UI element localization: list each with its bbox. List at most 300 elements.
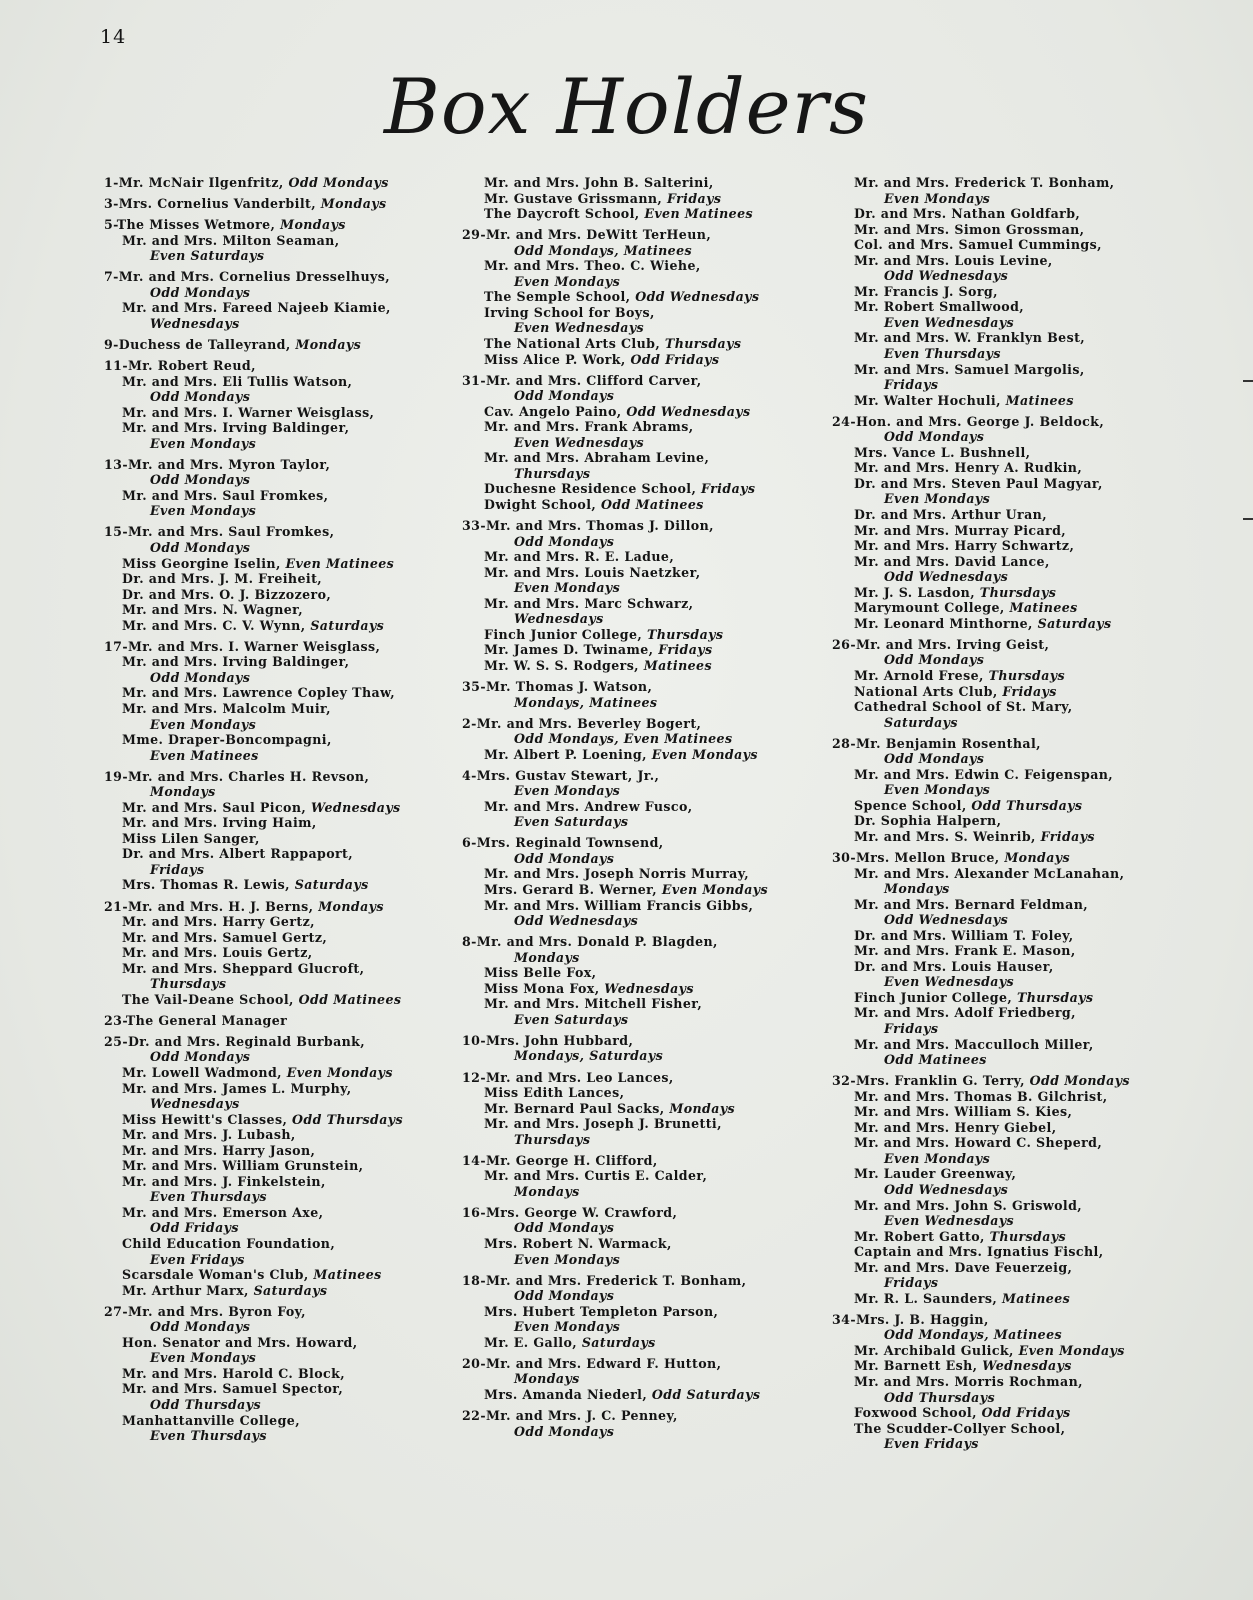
schedule: Mondays bbox=[150, 784, 216, 800]
schedule: Odd Mondays bbox=[514, 850, 615, 866]
schedule: Even Saturdays bbox=[150, 248, 265, 264]
schedule: Even Saturdays bbox=[514, 814, 629, 830]
box-entry bbox=[832, 850, 1162, 1068]
holder-name: Mr. Lauder Greenway, bbox=[854, 1166, 1017, 1182]
holder-name: Mr. and Mrs. Howard C. Sheperd, bbox=[854, 1135, 1103, 1151]
entry-line bbox=[832, 974, 1162, 990]
schedule: Odd Fridays bbox=[150, 1220, 239, 1236]
holder-name: Mr. and Mrs. Edwin C. Feigenspan, bbox=[854, 766, 1114, 782]
schedule: Thursdays bbox=[150, 976, 227, 992]
holder-name: 9-Duchess de Talleyrand, bbox=[104, 336, 296, 352]
holder-name: Mr. and Mrs. Irving Baldinger, bbox=[122, 420, 350, 436]
entry-line bbox=[462, 274, 802, 290]
schedule: Thursdays bbox=[1016, 989, 1094, 1005]
entry-line bbox=[462, 466, 802, 482]
entry-line bbox=[832, 191, 1162, 207]
holder-name: 17-Mr. and Mrs. I. Warner Weisglass, bbox=[104, 638, 381, 654]
holder-name: Mr. Leonard Minthorne, bbox=[854, 615, 1038, 631]
entry-line bbox=[462, 851, 802, 867]
holder-name: Miss Belle Fox, bbox=[484, 965, 597, 981]
holder-name: Mr. and Mrs. Saul Fromkes, bbox=[122, 487, 329, 503]
schedule: Odd Mondays bbox=[514, 533, 615, 549]
holder-name: Mr. and Mrs. Harold C. Block, bbox=[122, 1365, 345, 1381]
holder-name: Mr. and Mrs. James L. Murphy, bbox=[122, 1080, 352, 1096]
box-entry bbox=[104, 524, 424, 633]
holder-name: Spence School, bbox=[854, 797, 972, 813]
entry-line bbox=[832, 1182, 1162, 1198]
holder-name: Mr. and Mrs. Saul Picon, bbox=[122, 799, 311, 815]
entry-line bbox=[104, 1304, 424, 1320]
holder-name: Mr. and Mrs. Murray Picard, bbox=[854, 522, 1067, 538]
box-entry bbox=[104, 1304, 424, 1444]
entry-line bbox=[462, 596, 802, 612]
entry-line bbox=[832, 1135, 1162, 1151]
holder-name: Mr. Arthur Marx, bbox=[122, 1282, 254, 1298]
holder-name: Mr. and Mrs. J. Finkelstein, bbox=[122, 1173, 326, 1189]
holder-name: Miss Hewitt's Classes, bbox=[122, 1111, 293, 1127]
schedule: Saturdays bbox=[310, 617, 385, 633]
holder-name: 14-Mr. George H. Clifford, bbox=[462, 1152, 658, 1168]
entry-line bbox=[832, 1021, 1162, 1037]
entry-line bbox=[104, 1283, 424, 1299]
holder-name: Mr. and Mrs. Bernard Feldman, bbox=[854, 896, 1089, 912]
holder-name: Mr. and Mrs. Louis Levine, bbox=[854, 252, 1053, 268]
holder-name: Miss Mona Fox, bbox=[484, 980, 605, 996]
entry-line bbox=[832, 990, 1162, 1006]
entry-line bbox=[462, 336, 802, 352]
schedule: Thursdays bbox=[646, 626, 724, 642]
schedule: Mondays bbox=[514, 949, 580, 965]
holder-name: Mrs. Gerard B. Werner, bbox=[484, 882, 662, 898]
schedule: Odd Wednesdays bbox=[635, 289, 760, 305]
entry-line bbox=[104, 358, 424, 374]
entry-line bbox=[832, 1291, 1162, 1307]
holder-name: Mrs. Robert N. Warmack, bbox=[484, 1236, 672, 1251]
entry-line bbox=[832, 585, 1162, 601]
entry-line bbox=[104, 1220, 424, 1236]
schedule: Odd Matinees bbox=[884, 1052, 987, 1068]
holder-name: Mr. and Mrs. Milton Seaman, bbox=[122, 232, 340, 248]
holder-name: 32-Mrs. Franklin G. Terry, bbox=[832, 1073, 1030, 1089]
schedule: Matinees bbox=[313, 1267, 382, 1283]
entry-line bbox=[832, 829, 1162, 845]
column-2 bbox=[462, 175, 802, 1445]
schedule: Mondays bbox=[280, 217, 346, 233]
holder-name: Dr. and Mrs. Steven Paul Magyar, bbox=[854, 475, 1103, 491]
entry-line bbox=[104, 654, 424, 670]
box-entry bbox=[462, 1153, 802, 1200]
entry-line bbox=[462, 481, 802, 497]
entry-line bbox=[832, 782, 1162, 798]
entry-line bbox=[104, 1189, 424, 1205]
holder-name: Mr. and Mrs. Irving Haim, bbox=[122, 815, 317, 831]
page-title: Box Holders bbox=[384, 62, 869, 151]
entry-line bbox=[832, 912, 1162, 928]
holder-name: Dr. and Mrs. Arthur Uran, bbox=[854, 506, 1047, 522]
entry-line bbox=[832, 1343, 1162, 1359]
entry-line bbox=[462, 1220, 802, 1236]
entry-line bbox=[104, 389, 424, 405]
box-entry bbox=[462, 1033, 802, 1064]
entry-line bbox=[104, 503, 424, 519]
holder-name: The Semple School, bbox=[484, 289, 636, 305]
entry-line bbox=[462, 679, 802, 695]
entry-line bbox=[462, 783, 802, 799]
schedule: Odd Wednesdays bbox=[884, 268, 1009, 284]
entry-line bbox=[832, 330, 1162, 346]
entry-line bbox=[832, 1312, 1162, 1328]
entry-line bbox=[832, 652, 1162, 668]
schedule: Even Mondays bbox=[514, 783, 621, 799]
entry-line bbox=[832, 767, 1162, 783]
schedule: Mondays bbox=[514, 1371, 580, 1387]
entry-line bbox=[462, 1236, 802, 1252]
entry-line bbox=[832, 928, 1162, 944]
entry-line bbox=[832, 284, 1162, 300]
schedule: Odd Mondays bbox=[514, 388, 615, 404]
schedule: Even Mondays bbox=[514, 1251, 621, 1267]
entry-line bbox=[462, 658, 802, 674]
holder-name: Finch Junior College, bbox=[854, 989, 1017, 1005]
holder-name: Mr. and Mrs. David Lance, bbox=[854, 553, 1050, 569]
box-entry bbox=[104, 196, 424, 212]
holder-name: Mr. and Mrs. Eli Tullis Watson, bbox=[122, 373, 353, 389]
holder-name: 2-Mr. and Mrs. Beverley Bogert, bbox=[462, 715, 702, 731]
schedule: Thursdays bbox=[989, 1228, 1067, 1244]
box-entry bbox=[104, 269, 424, 331]
holder-name: 21-Mr. and Mrs. H. J. Berns, bbox=[104, 898, 319, 914]
entry-line bbox=[462, 835, 802, 851]
holder-name: Mr. and Mrs. Morris Rochman, bbox=[854, 1374, 1083, 1390]
schedule: Even Mondays bbox=[150, 503, 257, 519]
holder-name: 12-Mr. and Mrs. Leo Lances, bbox=[462, 1069, 674, 1085]
schedule: Odd Thursdays bbox=[884, 1389, 995, 1405]
holder-name: Duchesne Residence School, bbox=[484, 481, 702, 497]
holder-name: Mr. and Mrs. Macculloch Miller, bbox=[854, 1036, 1094, 1052]
holder-name: Dr. Sophia Halpern, bbox=[854, 813, 1002, 829]
entry-line bbox=[104, 800, 424, 816]
entry-line bbox=[104, 556, 424, 572]
holder-name: Mr. and Mrs. Samuel Margolis, bbox=[854, 361, 1085, 377]
entry-line bbox=[104, 420, 424, 436]
holder-name: 8-Mr. and Mrs. Donald P. Blagden, bbox=[462, 934, 718, 950]
entry-line bbox=[832, 1436, 1162, 1452]
schedule: Fridays bbox=[884, 1020, 939, 1036]
schedule: Saturdays bbox=[1037, 615, 1112, 631]
entry-line bbox=[462, 175, 802, 191]
holder-name: 6-Mrs. Reginald Townsend, bbox=[462, 835, 664, 851]
schedule: Odd Mondays bbox=[884, 429, 985, 445]
entry-line bbox=[104, 217, 424, 233]
holder-name: Mr. and Mrs. Harry Gertz, bbox=[122, 914, 315, 930]
holder-name: Mr. and Mrs. I. Warner Weisglass, bbox=[122, 404, 375, 420]
entry-line bbox=[104, 732, 424, 748]
holder-name: Mr. and Mrs. Malcolm Muir, bbox=[122, 700, 331, 716]
holder-name: Mr. James D. Twiname, bbox=[484, 642, 659, 658]
schedule: Even Fridays bbox=[150, 1251, 245, 1267]
schedule: Thursdays bbox=[988, 667, 1065, 683]
entry-line bbox=[462, 716, 802, 732]
schedule: Thursdays bbox=[514, 465, 591, 481]
schedule: Even Mondays bbox=[884, 782, 991, 798]
entry-line bbox=[104, 587, 424, 603]
holder-name: Mr. Archibald Gulick, bbox=[854, 1342, 1019, 1358]
holder-name: Mr. and Mrs. William Grunstein, bbox=[122, 1158, 364, 1174]
entry-line bbox=[462, 580, 802, 596]
entry-line bbox=[104, 540, 424, 556]
entry-line bbox=[462, 565, 802, 581]
holder-name: Mr. and Mrs. Joseph J. Brunetti, bbox=[484, 1116, 722, 1132]
schedule: Mondays bbox=[318, 898, 384, 914]
box-entry bbox=[462, 373, 802, 513]
holder-name: Mr. and Mrs. William Francis Gibbs, bbox=[484, 897, 754, 913]
schedule: Mondays bbox=[884, 881, 950, 897]
schedule: Fridays bbox=[667, 190, 722, 206]
holder-name: Mr. and Mrs. Dave Feuerzeig, bbox=[854, 1259, 1073, 1275]
holder-name: Mr. and Mrs. J. Lubash, bbox=[122, 1127, 296, 1143]
entry-line bbox=[462, 258, 802, 274]
entry-line bbox=[832, 897, 1162, 913]
entry-line bbox=[104, 472, 424, 488]
entry-line bbox=[462, 1116, 802, 1132]
holder-name: 18-Mr. and Mrs. Frederick T. Bonham, bbox=[462, 1272, 747, 1288]
entry-line bbox=[462, 814, 802, 830]
holder-name: Dr. and Mrs. Nathan Goldfarb, bbox=[854, 206, 1081, 222]
entry-line bbox=[832, 699, 1162, 715]
holder-name: The Vail-Deane School, bbox=[122, 991, 299, 1007]
box-entry bbox=[104, 358, 424, 451]
entry-line bbox=[832, 1120, 1162, 1136]
schedule: Odd Mondays bbox=[288, 175, 389, 190]
holder-name: 3-Mrs. Cornelius Vanderbilt, bbox=[104, 196, 321, 212]
box-entry bbox=[462, 518, 802, 673]
holder-name: Mr. and Mrs. W. Franklyn Best, bbox=[854, 330, 1086, 346]
entry-line bbox=[104, 1143, 424, 1159]
entry-line bbox=[832, 1005, 1162, 1021]
entry-line bbox=[104, 1381, 424, 1397]
holder-name: Mr. R. L. Saunders, bbox=[854, 1290, 1002, 1306]
holder-name: Mr. and Mrs. Harry Schwartz, bbox=[854, 538, 1075, 554]
entry-line bbox=[104, 300, 424, 316]
schedule: Mondays bbox=[295, 336, 362, 352]
schedule: Thursdays bbox=[664, 335, 742, 351]
holder-name: Mrs. Amanda Niederl, bbox=[484, 1386, 652, 1402]
entry-line bbox=[462, 965, 802, 981]
schedule: Mondays bbox=[1004, 849, 1071, 865]
schedule: Even Mondays bbox=[884, 491, 991, 507]
entry-line bbox=[104, 748, 424, 764]
holder-name: Mr. and Mrs. N. Wagner, bbox=[122, 602, 304, 618]
schedule: Odd Mondays, Even Matinees bbox=[514, 731, 733, 747]
entry-line bbox=[832, 813, 1162, 829]
entry-line bbox=[104, 769, 424, 785]
entry-line bbox=[462, 898, 802, 914]
entry-line bbox=[104, 602, 424, 618]
box-entry bbox=[462, 716, 802, 763]
holder-name: 5-The Misses Wetmore, bbox=[104, 217, 281, 233]
holder-name: Mrs. Hubert Templeton Parson, bbox=[484, 1303, 719, 1319]
entry-line bbox=[832, 175, 1162, 191]
entry-line bbox=[104, 1065, 424, 1081]
schedule: Mondays bbox=[669, 1100, 736, 1116]
entry-line bbox=[104, 930, 424, 946]
box-entry bbox=[462, 1408, 802, 1439]
entry-line bbox=[462, 289, 802, 305]
entry-line bbox=[832, 1052, 1162, 1068]
entry-line bbox=[462, 747, 802, 763]
schedule: Odd Mondays bbox=[150, 1049, 251, 1065]
schedule: Even Mondays bbox=[150, 716, 257, 732]
holder-name: 35-Mr. Thomas J. Watson, bbox=[462, 678, 653, 694]
holder-name: Dr. and Mrs. J. M. Freiheit, bbox=[122, 571, 323, 587]
entry-line bbox=[832, 237, 1162, 253]
entry-line bbox=[104, 1366, 424, 1382]
entry-line bbox=[104, 1158, 424, 1174]
holder-name: Mr. and Mrs. Samuel Gertz, bbox=[122, 929, 328, 945]
schedule: Odd Saturdays bbox=[651, 1386, 761, 1402]
entry-line bbox=[462, 1387, 802, 1403]
entry-line bbox=[832, 523, 1162, 539]
schedule: Odd Mondays, Matinees bbox=[514, 242, 692, 258]
holder-name: Mr. and Mrs. Marc Schwarz, bbox=[484, 595, 694, 611]
holder-name: National Arts Club, bbox=[854, 683, 1003, 699]
holder-name: 26-Mr. and Mrs. Irving Geist, bbox=[832, 636, 1050, 652]
entry-line bbox=[832, 1244, 1162, 1260]
entry-line bbox=[104, 175, 424, 191]
holder-name: Mr. and Mrs. Andrew Fusco, bbox=[484, 798, 693, 814]
entry-line bbox=[832, 1229, 1162, 1245]
schedule: Odd Wednesdays bbox=[884, 1181, 1009, 1197]
schedule: Wednesdays bbox=[150, 315, 240, 331]
box-entry bbox=[104, 899, 424, 1008]
holder-name: Dr. and Mrs. Albert Rappaport, bbox=[122, 846, 354, 862]
holder-name: Mr. Robert Smallwood, bbox=[854, 299, 1025, 315]
box-entry bbox=[832, 1312, 1162, 1452]
schedule: Odd Thursdays bbox=[292, 1111, 403, 1127]
holder-name: 10-Mrs. John Hubbard, bbox=[462, 1032, 634, 1048]
schedule: Odd Wednesdays bbox=[884, 912, 1009, 928]
holder-name: Mr. and Mrs. Henry Giebel, bbox=[854, 1119, 1057, 1135]
holder-name: 30-Mrs. Mellon Bruce, bbox=[832, 849, 1005, 865]
entry-line bbox=[462, 549, 802, 565]
entry-line bbox=[104, 784, 424, 800]
entry-line bbox=[104, 717, 424, 733]
holder-name: The Scudder-Collyer School, bbox=[854, 1420, 1066, 1436]
entry-line bbox=[462, 1012, 802, 1028]
entry-line bbox=[462, 497, 802, 513]
entry-line bbox=[462, 404, 802, 420]
schedule: Even Mondays bbox=[514, 580, 621, 596]
entry-line bbox=[832, 1104, 1162, 1120]
entry-line bbox=[832, 600, 1162, 616]
schedule: Even Mondays bbox=[884, 1150, 991, 1166]
entry-line bbox=[462, 627, 802, 643]
schedule: Even Wednesdays bbox=[884, 314, 1015, 330]
entry-line bbox=[832, 637, 1162, 653]
schedule: Odd Mondays bbox=[514, 1220, 615, 1236]
entry-line bbox=[832, 377, 1162, 393]
holder-name: Mr. and Mrs. Abraham Levine, bbox=[484, 450, 710, 466]
holder-name: Mr. Albert P. Loening, bbox=[484, 746, 652, 762]
entry-line bbox=[104, 1413, 424, 1429]
column-3 bbox=[832, 175, 1162, 1457]
box-entry bbox=[832, 414, 1162, 632]
entry-line bbox=[104, 248, 424, 264]
entry-line bbox=[462, 731, 802, 747]
entry-line bbox=[832, 1166, 1162, 1182]
entry-line bbox=[832, 346, 1162, 362]
schedule: Odd Mondays bbox=[150, 389, 251, 405]
box-entry bbox=[832, 637, 1162, 730]
entry-line bbox=[462, 1252, 802, 1268]
box-entry bbox=[104, 217, 424, 264]
holder-name: Mr. Walter Hochuli, bbox=[854, 392, 1006, 408]
schedule: Matinees bbox=[1005, 392, 1074, 408]
entry-line bbox=[832, 429, 1162, 445]
box-entry bbox=[832, 736, 1162, 845]
schedule: Odd Matinees bbox=[298, 991, 402, 1007]
entry-line bbox=[104, 914, 424, 930]
edge-mark bbox=[1243, 518, 1253, 520]
entry-line bbox=[462, 243, 802, 259]
entry-line bbox=[104, 571, 424, 587]
schedule: Even Wednesdays bbox=[514, 434, 645, 450]
entry-line bbox=[104, 233, 424, 249]
entry-line bbox=[104, 524, 424, 540]
entry-line bbox=[104, 1112, 424, 1128]
entry-line bbox=[832, 1073, 1162, 1089]
entry-line bbox=[462, 1184, 802, 1200]
entry-line bbox=[104, 285, 424, 301]
holder-name: Cav. Angelo Paino, bbox=[484, 403, 627, 419]
entry-line bbox=[462, 1132, 802, 1148]
entry-line bbox=[104, 815, 424, 831]
entry-line bbox=[832, 1151, 1162, 1167]
holder-name: Mr. and Mrs. Louis Gertz, bbox=[122, 945, 313, 961]
entry-line bbox=[104, 196, 424, 212]
holder-name: Mrs. Thomas R. Lewis, bbox=[122, 877, 295, 893]
entry-line bbox=[104, 457, 424, 473]
holder-name: Dr. and Mrs. O. J. Bizzozero, bbox=[122, 586, 332, 602]
schedule: Fridays bbox=[1040, 828, 1095, 844]
box-entry bbox=[104, 457, 424, 519]
holder-name: Mr. Barnett Esh, bbox=[854, 1358, 983, 1374]
entry-line bbox=[104, 1081, 424, 1097]
schedule: Odd Thursdays bbox=[971, 797, 1083, 813]
holder-name: Miss Lilen Sanger, bbox=[122, 830, 260, 846]
entry-line bbox=[104, 1205, 424, 1221]
schedule: Wednesdays bbox=[310, 799, 401, 815]
entry-line bbox=[832, 538, 1162, 554]
entry-line bbox=[832, 362, 1162, 378]
schedule: Wednesdays bbox=[514, 611, 604, 627]
holder-name: Mr. and Mrs. John B. Salterini, bbox=[484, 175, 714, 190]
holder-name: Mr. and Mrs. Frank E. Mason, bbox=[854, 943, 1076, 959]
holder-name: Mr. and Mrs. Simon Grossman, bbox=[854, 221, 1085, 237]
box-entry bbox=[462, 934, 802, 1027]
holder-name: Irving School for Boys, bbox=[484, 304, 655, 320]
holder-name: 33-Mr. and Mrs. Thomas J. Dillon, bbox=[462, 517, 714, 533]
column-1 bbox=[104, 175, 424, 1449]
schedule: Odd Mondays bbox=[884, 751, 985, 767]
holder-name: 31-Mr. and Mrs. Clifford Carver, bbox=[462, 372, 702, 388]
schedule: Fridays bbox=[1002, 683, 1057, 699]
entry-line bbox=[832, 1213, 1162, 1229]
entry-line bbox=[104, 877, 424, 893]
entry-line bbox=[832, 460, 1162, 476]
holder-name: Mr. and Mrs. Mitchell Fisher, bbox=[484, 996, 703, 1012]
holder-name: Mr. W. S. S. Rodgers, bbox=[484, 657, 644, 673]
